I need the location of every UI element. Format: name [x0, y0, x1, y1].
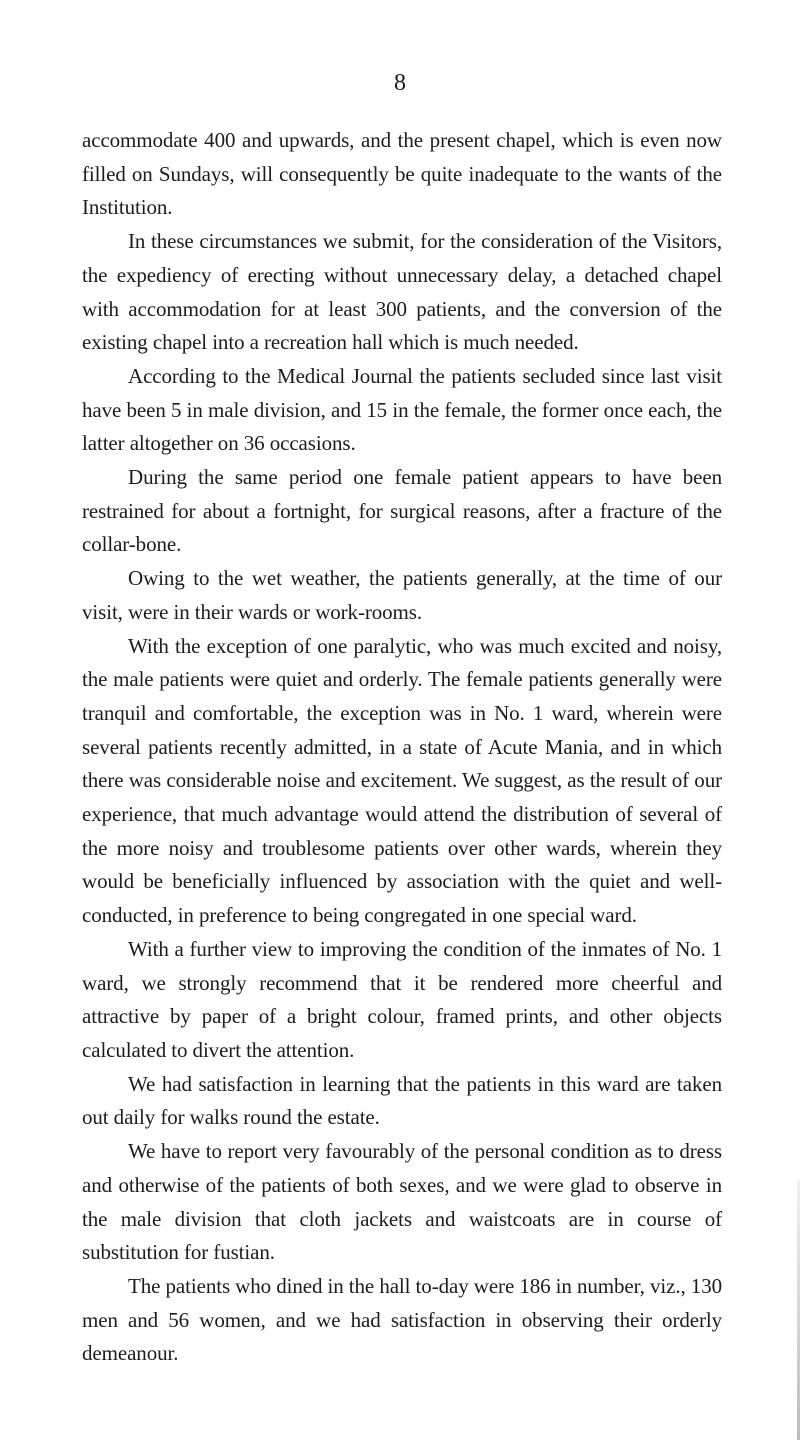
- paragraph-seclusion: According to the Medical Journal the patients secluded since last visit have been 5 in male division, and 15 in the female, the former once each, the latter altogether on 36 occasions.: [82, 363, 722, 456]
- paragraph-dress: We have to report very favourably of the personal condition as to dress and otherwise of the patients of both sexes, and we were glad to observe in the male division that cloth jackets and waistcoats are in course of substitution for fustian.: [82, 1139, 722, 1265]
- body-text: [82, 124, 722, 1371]
- paragraph-walks: We had satisfaction in learning that the patients in this ward are taken out daily for walks round the estate.: [82, 1071, 722, 1130]
- paragraph-ward-improvement: With a further view to improving the condition of the inmates of No. 1 ward, we strongly recommend that it be rendered more cheerful and attractive by paper of a bright colour, framed prints, and other objects calculated to divert the attention.: [82, 936, 722, 1062]
- paragraph-patient-conduct: With the exception of one paralytic, who was much excited and noisy, the male patients were quiet and orderly. The female patients generally were tranquil and comfortable, the exception was in No. 1 ward, wherein were several patients recently admitted, in a state of Acute Mania, and in which there was considerable noise and excitement. We suggest, as the result of our experience, that much advantage would attend the distribution of several of the more noisy and troublesome patients over other wards, wherein they would be beneficially influenced by association with the quiet and well-conducted, in preference to being congregated in one special ward.: [82, 633, 722, 928]
- page-number: 8: [394, 70, 406, 96]
- paragraph-dining: The patients who dined in the hall to-day were 186 in number, viz., 130 men and 56 women, and we had satisfaction in observing their orderly demeanour.: [82, 1273, 722, 1366]
- paragraph-chapel-proposal: In these circumstances we submit, for the consideration of the Visitors, the expediency of erecting without unnecessary delay, a detached chapel with accommodation for at least 300 patients, and the conversion of the existing chapel into a recreation hall which is much needed.: [82, 229, 722, 355]
- paragraph-weather: Owing to the wet weather, the patients generally, at the time of our visit, were in their wards or work-rooms.: [82, 566, 722, 624]
- paragraph-continuation: accommodate 400 and upwards, and the present chapel, which is even now filled on Sundays, will consequently be quite inadequate to the wants of the Institution.: [82, 128, 722, 220]
- paragraph-restraint: During the same period one female patient appears to have been restrained for about a fortnight, for surgical reasons, after a fracture of the collar-bone.: [82, 465, 722, 557]
